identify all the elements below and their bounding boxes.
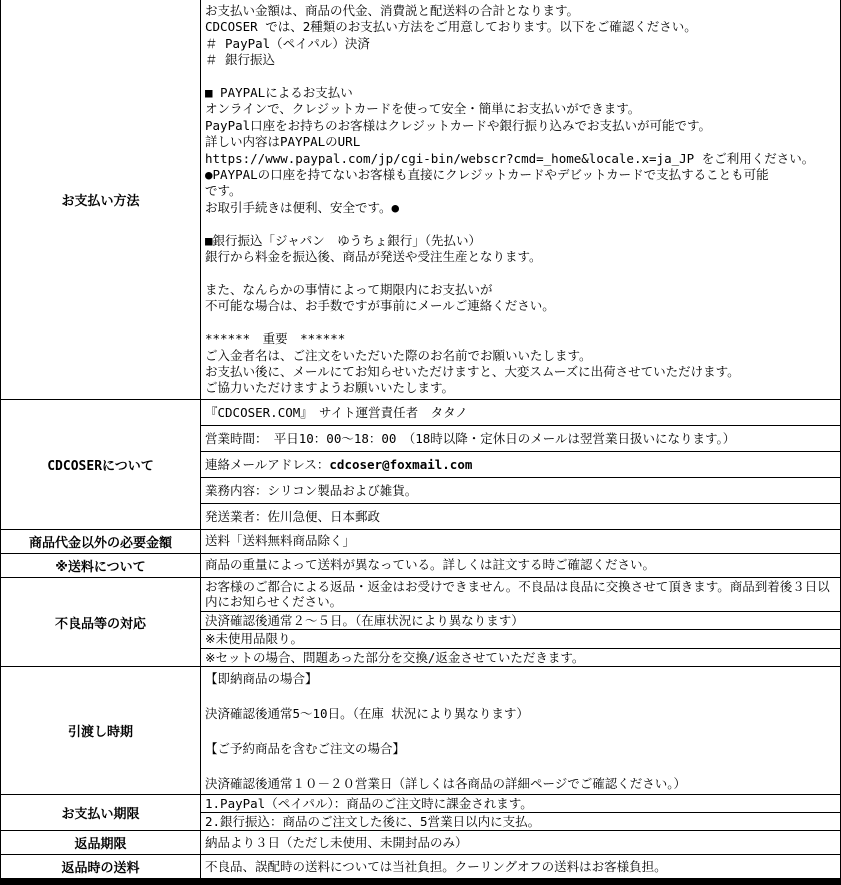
business-description: 業務内容：シリコン製品および雑貨。 (201, 478, 840, 504)
text-line: お取引手続きは便利、安全です。● (205, 199, 400, 215)
row-extra-fees (1, 530, 840, 554)
bottom-bar (1, 879, 840, 885)
defects-cell (201, 578, 840, 667)
text-line: 決済確認後通常5～10日。（在庫 状況により異なります） (205, 706, 529, 722)
return-shipping-text: 不良品、誤配時の送料については当社負担。クーリングオフの送料はお客様負担。 (205, 858, 667, 874)
text-line: PayPal口座をお持ちのお客様はクレジットカードや銀行振り込みでお支払いが可能です。 (205, 117, 711, 133)
site-operator: 『CDCOSER.COM』 サイト運営責任者 タタノ (201, 400, 840, 426)
return-deadline-text: 納品より３日（ただし未使用、未開封品のみ） (205, 834, 468, 850)
text-line: CDCOSER では、2種類のお支払い方法をご用意しております。以下をご確認ください。 (205, 19, 697, 35)
row-payment-deadline (1, 795, 840, 831)
payment-deadline-paypal: 1.PayPal（ペイパル）：商品のご注文時に課金されます。 (201, 795, 840, 813)
row-defects (1, 578, 840, 668)
text-line: 不可能な場合は、お手数ですが事前にメールご連絡ください。 (205, 298, 555, 314)
payment-deadline-cell (201, 795, 840, 830)
contact-email[interactable]: cdcoser@foxmail.com (329, 456, 473, 472)
return-shipping-header: 返品時の送料 (1, 855, 201, 878)
text-line: ＃ PayPal（ペイパル）決済 (205, 35, 370, 51)
text-line: オンラインで、クレジットカードを使って安全・簡単にお支払いができます。 (205, 101, 641, 117)
row-delivery-time (1, 667, 840, 795)
text-line (205, 315, 836, 331)
defects-header: 不良品等の対応 (1, 578, 201, 667)
text-line: ご協力いただけますようお願いいたします。 (205, 380, 455, 396)
text-line (205, 266, 836, 282)
extra-fees-cell (201, 530, 840, 553)
text-line: です。 (205, 183, 242, 199)
return-deadline-header: 返品期限 (1, 831, 201, 854)
payment-deadline-header: お支払い期限 (1, 795, 201, 830)
about-cell (201, 400, 840, 529)
shipping-note-text: 商品の重量によって送料が異なっている。詳しくは註文する時ご確認ください。 (205, 557, 656, 573)
text-line: 詳しい内容はPAYPALのURL (205, 134, 361, 150)
defects-unused-only: ※未使用品限り。 (201, 630, 840, 649)
text-line: 【ご予約商品を含むご注文の場合】 (205, 740, 406, 756)
defects-policy: お客様のご都合による返品・返金はお受けできません。不良品は良品に交換させて頂きます。商品到着後３日以内にお知らせください。 (201, 578, 840, 612)
text-line: ●PAYPALの口座を持てないお客様も直接にクレジットカードやデビットカードで支払することも可能 (205, 167, 769, 183)
row-about (1, 400, 840, 530)
text-line: また、なんらかの事情によって期限内にお支払いが (205, 281, 493, 297)
payment-method-cell (201, 0, 840, 399)
row-return-shipping (1, 855, 840, 879)
text-line: ■銀行振込「ジャパン ゆうちょ銀行」（先払い） (205, 232, 482, 248)
extra-fees-text: 送料「送料無料商品除く」 (205, 533, 356, 549)
shipping-company: 発送業者：佐川急便、日本郵政 (205, 508, 381, 524)
row-return-deadline (1, 831, 840, 855)
extra-fees-header: 商品代金以外の必要金額 (1, 530, 201, 553)
payment-deadline-bank: 2.銀行振込：商品のご注文した後に、5営業日以内に支払。 (205, 814, 541, 830)
contact-email-label: 連絡メールアドレス： (205, 456, 330, 472)
contact-email-row (201, 452, 840, 478)
text-line: お支払い金額は、商品の代金、消費説と配送料の合計となります。 (205, 3, 580, 18)
shipping-note-header: ※送料について (1, 554, 201, 577)
text-line: ご入金者名は、ご注文をいただいた際のお名前でお願いいたします。 (205, 347, 592, 363)
text-line: ■ PAYPALによるお支払い (205, 85, 353, 101)
defects-set-policy: ※セットの場合、問題あった部分を交換/返金させていただきます。 (205, 649, 585, 665)
delivery-time-text (201, 667, 840, 794)
text-line: 決済確認後通常１０－２０営業日（詳しくは各商品の詳細ページでご確認ください。） (205, 775, 687, 791)
text-line: ＃ 銀行振込 (205, 52, 276, 68)
text-line (205, 69, 836, 85)
business-hours: 営業時間： 平日10：00～18：00 （18時以降・定休日のメールは翌営業日扱いになります。） (201, 426, 840, 452)
text-line: お支払い後に、メールにてお知らせいただけますと、大変スムーズに出荷させていただけます。 (205, 363, 740, 379)
return-shipping-cell (201, 855, 840, 878)
payment-method-header: お支払い方法 (1, 0, 201, 399)
text-line (205, 216, 836, 232)
return-deadline-cell (201, 831, 840, 854)
delivery-time-header: 引渡し時期 (1, 667, 201, 794)
text-line (205, 722, 836, 739)
about-header: CDCOSERについて (1, 400, 201, 529)
row-payment-method (1, 0, 840, 400)
row-shipping-note (1, 554, 840, 578)
url-line: https://www.paypal.com/jp/cgi-bin/webscr?cmd=_home&locale.x=ja_JP をご利用ください。 (205, 150, 815, 166)
delivery-time-cell (201, 667, 840, 794)
text-line (205, 757, 836, 774)
text-line: 【即納商品の場合】 (205, 671, 318, 687)
text-line (205, 688, 836, 705)
payment-method-text (201, 0, 840, 399)
text-line: 銀行から料金を振込後、商品が発送や受注生産となります。 (205, 249, 542, 265)
text-line: ****** 重要 ****** (205, 331, 346, 347)
defects-exchange-time: 決済確認後通常２～５日。（在庫状況により異なります） (201, 612, 840, 631)
shipping-note-cell (201, 554, 840, 577)
